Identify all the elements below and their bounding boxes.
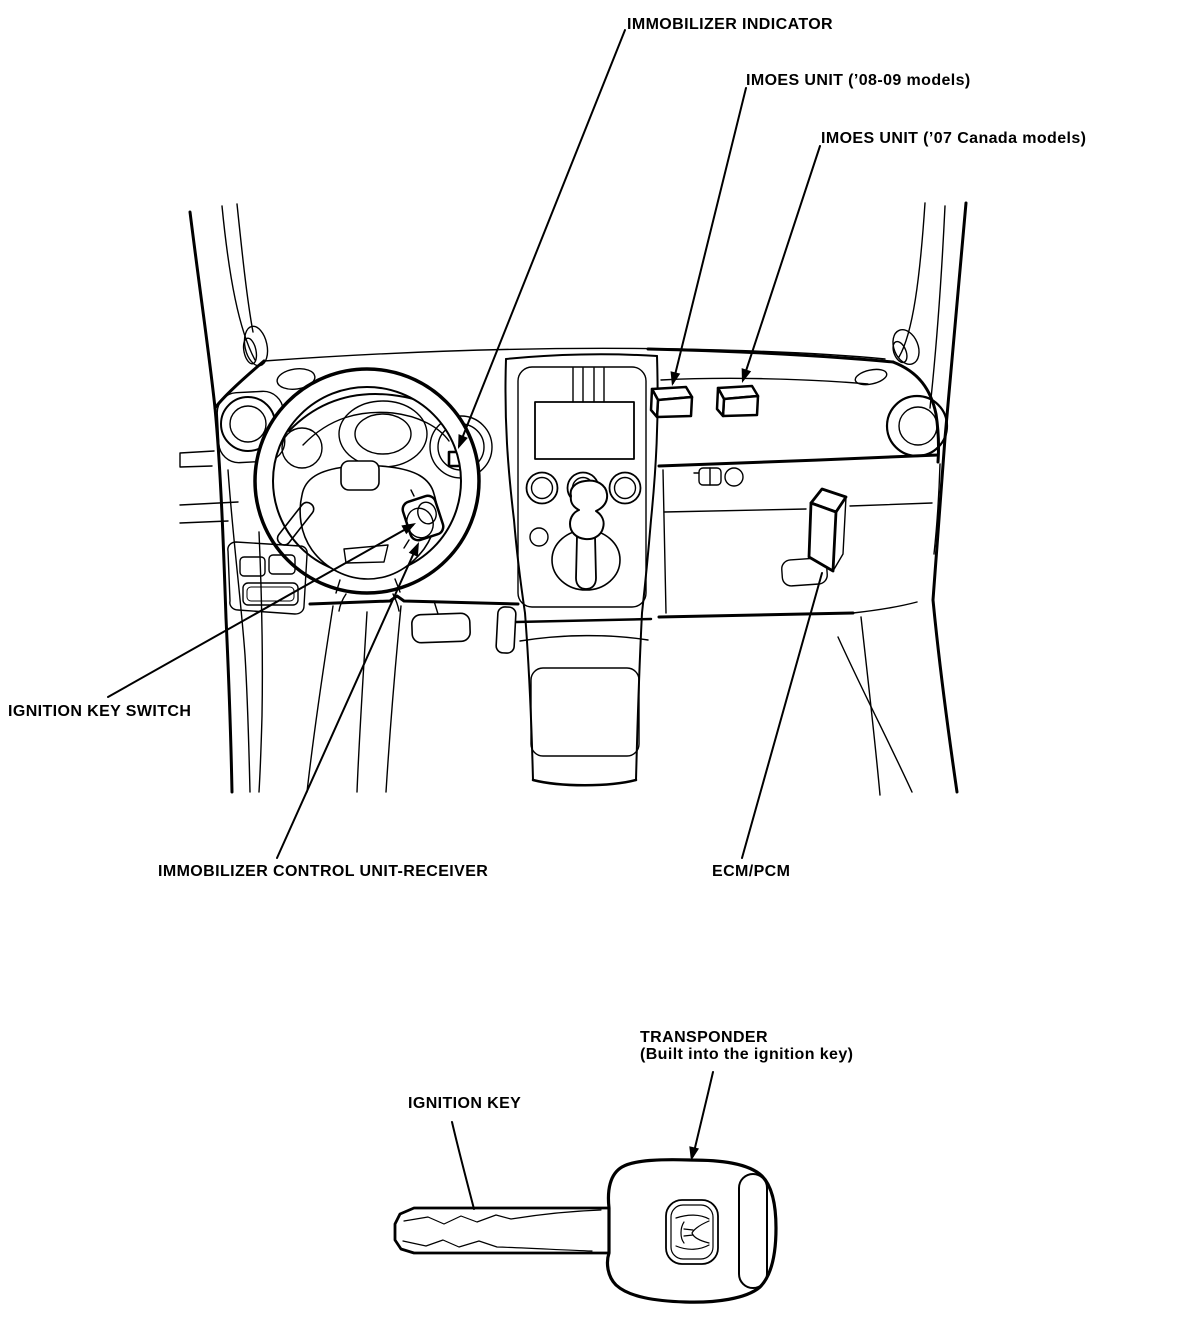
passenger-dash [659,378,947,795]
console-display [535,402,634,459]
ecm-pcm-box [809,489,846,571]
transponder-label-line2: (Built into the ignition key) [640,1046,854,1063]
imoes-0809-leader [667,88,746,387]
ignition-key-leader [452,1122,474,1209]
immobilizer-indicator-leader [453,30,625,451]
immobilizer-control-unit-receiver-label: IMMOBILIZER CONTROL UNIT-RECEIVER [158,863,489,880]
imoes-unit-0809-label: IMOES UNIT (’08-09 models) [746,72,971,89]
imoes-07-leader [737,146,820,385]
pedals [412,601,517,653]
dashboard-illustration [180,203,966,795]
ignition-key-switch-label: IGNITION KEY SWITCH [8,703,192,720]
transponder-leader [686,1072,713,1162]
horn-badge [341,461,379,490]
windshield-base [264,348,939,462]
ecm-pcm-label: ECM/PCM [712,863,791,880]
imoes-unit-07-canada-label: IMOES UNIT (’07 Canada models) [821,130,1087,147]
gear-shifter [530,481,620,590]
imoes-unit-07-box [717,386,758,416]
imoes-unit-0809-box [651,387,692,417]
transponder-label-line1: TRANSPONDER [640,1029,768,1046]
key-head [607,1160,776,1302]
immobilizer-indicator-label: IMMOBILIZER INDICATOR [627,16,834,33]
column-cover-lines [307,606,401,792]
transponder-label [640,1029,853,1063]
key-blade [395,1208,609,1253]
ignition-key-label: IGNITION KEY [408,1095,522,1112]
